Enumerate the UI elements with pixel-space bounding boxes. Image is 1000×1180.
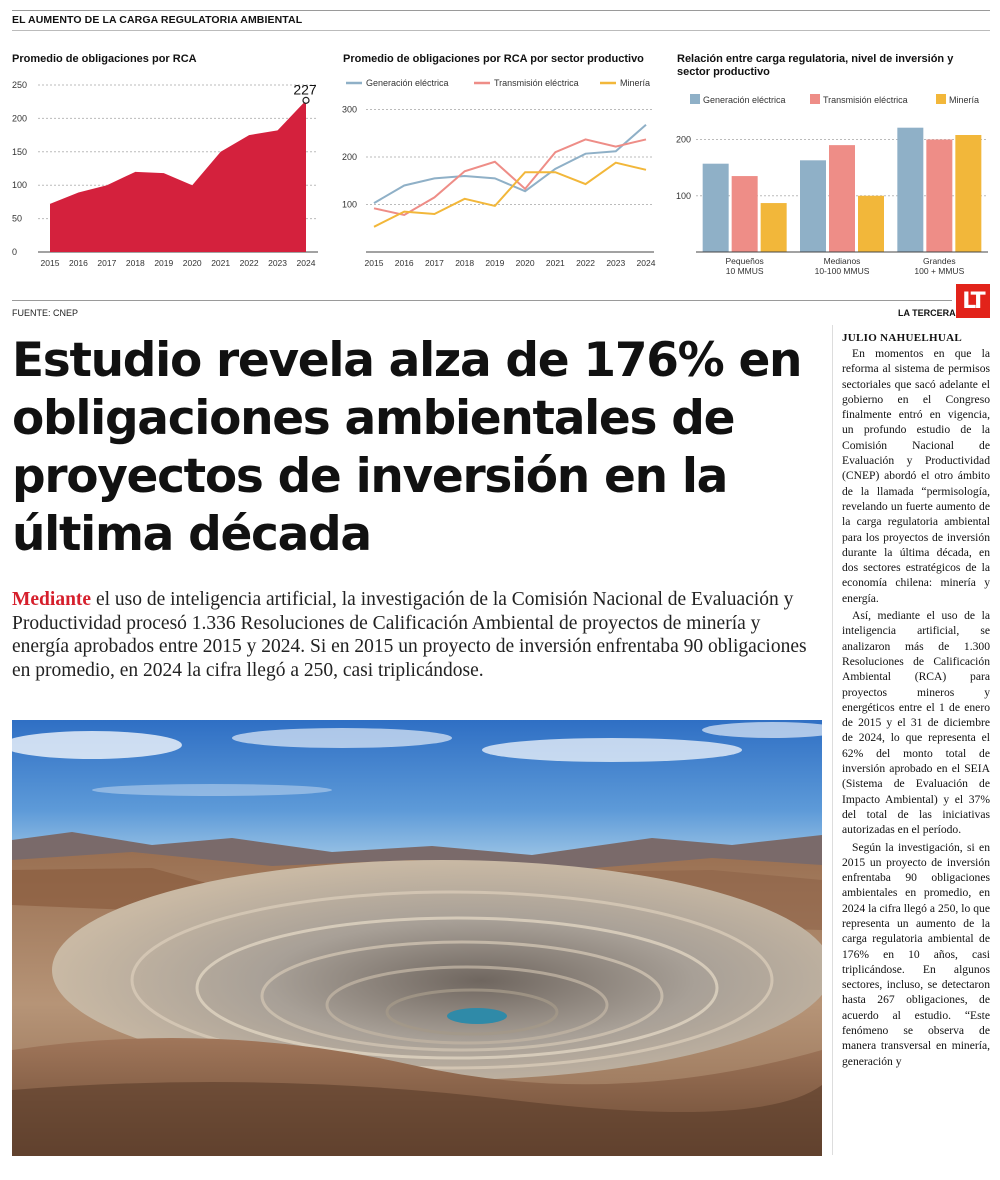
bar bbox=[732, 176, 758, 252]
x-tick-label-range: 10 MMUS bbox=[725, 266, 764, 276]
bar bbox=[761, 203, 787, 252]
x-tick-label: 2024 bbox=[296, 258, 316, 268]
brand-logo: LT bbox=[956, 284, 990, 318]
x-tick-label: 2021 bbox=[545, 258, 565, 268]
chart1-title: Promedio de obligaciones por RCA bbox=[12, 53, 197, 65]
annotation-label: 227 bbox=[293, 81, 317, 98]
lead-paragraph bbox=[12, 588, 812, 682]
article-body bbox=[842, 346, 990, 1071]
y-tick-label: 100 bbox=[342, 199, 358, 210]
bar bbox=[955, 135, 981, 252]
open-pit-mine-image bbox=[12, 720, 822, 1156]
series-line bbox=[374, 163, 646, 227]
legend-label: Generación eléctrica bbox=[366, 78, 449, 88]
area-series bbox=[50, 100, 306, 252]
x-tick-label: Grandes bbox=[923, 256, 956, 266]
x-tick-label: 2018 bbox=[125, 258, 145, 268]
x-tick-label-range: 100 + MMUS bbox=[914, 266, 965, 276]
chart-area-obligaciones bbox=[8, 70, 328, 300]
byline: JULIO NAHUELHUAL bbox=[842, 332, 963, 344]
x-tick-label: 2020 bbox=[515, 258, 535, 268]
y-tick-label: 100 bbox=[12, 180, 28, 191]
x-tick-label: 2022 bbox=[576, 258, 596, 268]
x-tick-label: 2016 bbox=[394, 258, 414, 268]
legend-swatch bbox=[936, 94, 946, 104]
y-tick-label: 0 bbox=[12, 247, 18, 257]
x-tick-label: 2016 bbox=[68, 258, 88, 268]
x-tick-label: 2023 bbox=[606, 258, 626, 268]
legend-label: Generación eléctrica bbox=[703, 95, 786, 105]
y-tick-label: 300 bbox=[342, 104, 358, 115]
lead-text: el uso de inteligencia artificial, la investigación de la Comisión Nacional de Evaluación y Productividad procesó 1.336 Resoluciones de Calificación Ambiental de proyectos de minería y energía aprobados entre 2015 y 2024. Si en 2015 un proyecto de inversión enfrentaba 90 obligaciones en promedio, en 2024 la cifra llegó a 250, casi triplicándose. bbox=[12, 589, 807, 681]
column-rule bbox=[832, 325, 833, 1155]
x-tick-label: 2015 bbox=[40, 258, 60, 268]
y-tick-label: 100 bbox=[676, 190, 692, 201]
y-tick-label: 200 bbox=[676, 134, 692, 145]
y-tick-label: 50 bbox=[12, 213, 23, 224]
x-tick-label: 2023 bbox=[268, 258, 288, 268]
kicker-rule bbox=[12, 30, 990, 31]
legend-label: Transmisión eléctrica bbox=[494, 78, 579, 88]
x-tick-label-range: 10-100 MMUS bbox=[814, 266, 870, 276]
bar bbox=[897, 128, 923, 252]
legend-label: Transmisión eléctrica bbox=[823, 95, 908, 105]
bar bbox=[829, 145, 855, 252]
x-tick-label: 2015 bbox=[364, 258, 384, 268]
y-tick-label: 150 bbox=[12, 146, 28, 157]
x-tick-label: 2024 bbox=[636, 258, 656, 268]
chart-bar-inversion bbox=[672, 85, 992, 295]
legend-swatch bbox=[690, 94, 700, 104]
chart-line-sectores bbox=[338, 70, 658, 300]
legend-label: Minería bbox=[620, 78, 651, 88]
legend-swatch bbox=[810, 94, 820, 104]
brand-name: LA TERCERA bbox=[898, 308, 956, 318]
series-line bbox=[374, 139, 646, 215]
top-rule bbox=[12, 10, 990, 11]
lead-first-word: Mediante bbox=[12, 589, 92, 610]
section-kicker: EL AUMENTO DE LA CARGA REGULATORIA AMBIENTAL bbox=[12, 14, 303, 26]
chart-source: FUENTE: CNEP bbox=[12, 308, 79, 318]
bar bbox=[800, 160, 826, 252]
y-tick-label: 250 bbox=[12, 80, 28, 90]
x-tick-label: 2020 bbox=[182, 258, 202, 268]
bar bbox=[858, 196, 884, 252]
body-paragraph-3: Según la investigación, si en 2015 un proyecto de inversión enfrentaba 90 obligaciones ambientales en promedio, en 2024 la cifra llegó a 250, lo que representa un aumento de la carga regulatoria ambiental de 176% en 10 años, casi triplicándose. En algunos sectores, incluso, se detectaron hasta 267 obligaciones, de acuerdo al estudio. “Este fenómeno se observa de manera transversal en minería, generación y bbox=[842, 840, 990, 1068]
x-tick-label: 2017 bbox=[97, 258, 117, 268]
chart2-title: Promedio de obligaciones por RCA por sector productivo bbox=[343, 53, 644, 65]
body-paragraph-2: Así, mediante el uso de la inteligencia artificial, se analizaron más de 1.300 Resoluciones de Calificación Ambiental (RCA) para proyectos mineros y energéticos entre el 1 de enero de 2015 y el 31 de diciembre de 2024, lo que representa el 62% del monto total de inversión aprobado en el SEIA (Sistema de Evaluación de Impacto Ambiental) y el 37% del total de las iniciativas autorizadas en el período. bbox=[842, 609, 990, 837]
annotation-marker bbox=[303, 97, 309, 103]
x-tick-label: 2022 bbox=[239, 258, 259, 268]
mine-photo bbox=[12, 720, 822, 1156]
bar bbox=[703, 164, 729, 252]
x-tick-label: 2017 bbox=[424, 258, 444, 268]
y-tick-label: 200 bbox=[342, 152, 358, 162]
x-tick-label: 2021 bbox=[211, 258, 231, 268]
x-tick-label: 2018 bbox=[455, 258, 475, 268]
x-tick-label: Medianos bbox=[823, 256, 861, 266]
legend-label: Minería bbox=[949, 95, 980, 105]
graphic-bottom-rule bbox=[12, 300, 952, 301]
series-line bbox=[374, 125, 646, 203]
bar bbox=[926, 140, 952, 253]
x-tick-label: Pequeños bbox=[725, 256, 764, 266]
body-paragraph-1: En momentos en que la reforma al sistema de permisos sectoriales que sacó adelante el gobierno en el Congreso finalmente entró en vigencia, un profundo estudio de la Comisión Nacional de Evaluación y Productividad (CNEP) abordó el otro ámbito de la llamada “permisología, revelando un fuerte aumento de la carga regulatoria ambiental para los proyectos de inversión durante la última década, en dos sectores estratégicos de la economía chilena: minería y energía. bbox=[842, 347, 990, 605]
headline: Estudio revela alza de 176% en obligaciones ambientales de proyectos de inversión en la última década bbox=[12, 333, 802, 562]
x-tick-label: 2019 bbox=[154, 258, 174, 268]
x-tick-label: 2019 bbox=[485, 258, 505, 268]
chart3-title: Relación entre carga regulatoria, nivel de inversión y sector productivo bbox=[677, 53, 954, 78]
y-tick-label: 200 bbox=[12, 113, 28, 124]
